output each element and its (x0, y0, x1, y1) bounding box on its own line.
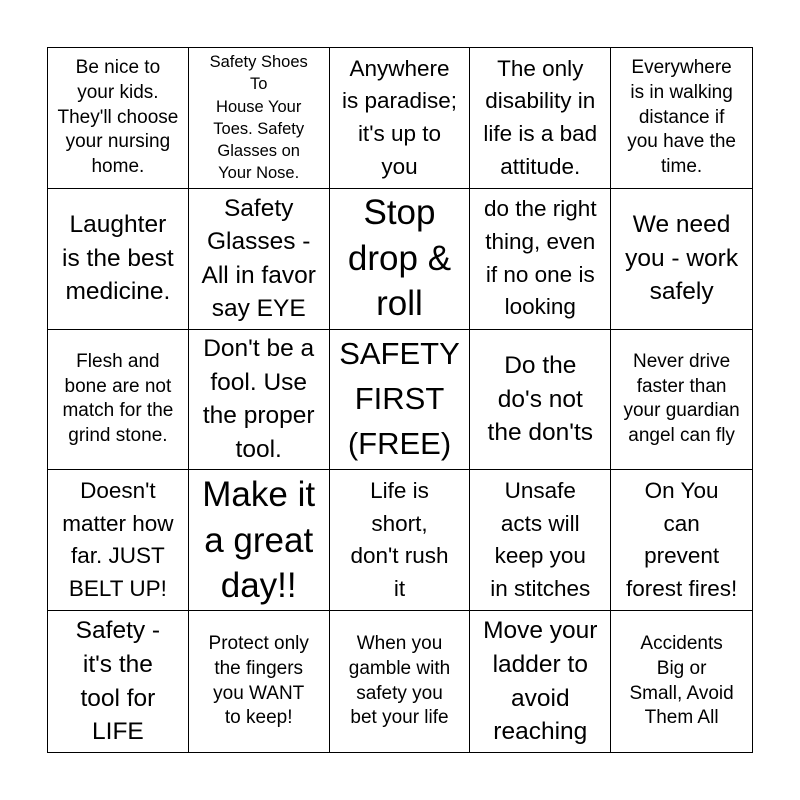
bingo-cell-text: Be nice to your kids. They'll choose your nursing home. (57, 57, 179, 177)
bingo-cell-text: Safety Glasses - All in favor say EYE (201, 194, 316, 323)
bingo-cell[interactable] (330, 470, 471, 611)
bingo-cell[interactable] (470, 611, 611, 752)
bingo-cell-text: Don't be a fool. Use the proper tool. (202, 335, 315, 464)
bingo-cell[interactable] (611, 189, 752, 330)
bingo-cell-text: Stop drop & roll (347, 193, 452, 324)
bingo-cell[interactable] (189, 470, 330, 611)
bingo-cell[interactable] (470, 48, 611, 189)
bingo-cell-text: SAFETY FIRST (FREE) (339, 336, 460, 461)
bingo-cell-text: We need you - work safely (625, 211, 739, 306)
bingo-cell-text: Doesn't matter how far. JUST BELT UP! (62, 478, 174, 601)
bingo-cell-text: Do the do's not the don'ts (487, 352, 594, 447)
bingo-cell-text: Anywhere is paradise; it's up to you (341, 55, 458, 179)
bingo-cell-text: Laughter is the best medicine. (62, 211, 174, 306)
bingo-cell[interactable] (48, 189, 189, 330)
bingo-cell[interactable] (48, 48, 189, 189)
bingo-cell[interactable] (470, 330, 611, 471)
bingo-cell[interactable] (189, 189, 330, 330)
bingo-cell-text: do the right thing, even if no one is looking (484, 196, 597, 320)
bingo-cell-text: The only disability in life is a bad attitude. (483, 55, 598, 179)
bingo-cell[interactable] (611, 48, 752, 189)
bingo-cell[interactable] (611, 611, 752, 752)
bingo-cell[interactable] (470, 189, 611, 330)
bingo-cell-text: Safety - it's the tool for LIFE (75, 617, 161, 746)
bingo-cell[interactable] (48, 470, 189, 611)
bingo-cell[interactable] (330, 48, 471, 189)
bingo-cell[interactable] (611, 330, 752, 471)
bingo-cell[interactable] (470, 470, 611, 611)
bingo-cell-text: Move your ladder to avoid reaching (483, 617, 598, 746)
bingo-cell[interactable] (189, 330, 330, 471)
bingo-cell[interactable] (189, 48, 330, 189)
bingo-cell-text: On You can prevent forest fires! (625, 478, 738, 601)
bingo-cell[interactable] (330, 189, 471, 330)
bingo-free-cell[interactable] (330, 330, 471, 471)
bingo-cell-text: Make it a great day!! (202, 475, 316, 606)
bingo-cell[interactable] (189, 611, 330, 752)
bingo-cell-text: Accidents Big or Small, Avoid Them All (629, 633, 734, 729)
bingo-card-grid (47, 47, 753, 753)
bingo-cell-text: Safety Shoes To House Your Toes. Safety Glasses on Your Nose. (209, 53, 308, 183)
bingo-cell[interactable] (611, 470, 752, 611)
bingo-cell-text: Protect only the fingers you WANT to keep! (208, 633, 309, 729)
bingo-cell[interactable] (48, 330, 189, 471)
bingo-cell-text: Everywhere is in walking distance if you have the time. (627, 57, 736, 177)
bingo-cell-text: Unsafe acts will keep you in stitches (490, 478, 591, 601)
bingo-cell-text: When you gamble with safety you bet your life (348, 633, 451, 729)
bingo-cell[interactable] (48, 611, 189, 752)
bingo-cell[interactable] (330, 611, 471, 752)
bingo-cell-text: Flesh and bone are not match for the grind stone. (62, 351, 174, 447)
bingo-cell-text: Life is short, don't rush it (350, 478, 449, 601)
bingo-cell-text: Never drive faster than your guardian angel can fly (623, 351, 740, 447)
